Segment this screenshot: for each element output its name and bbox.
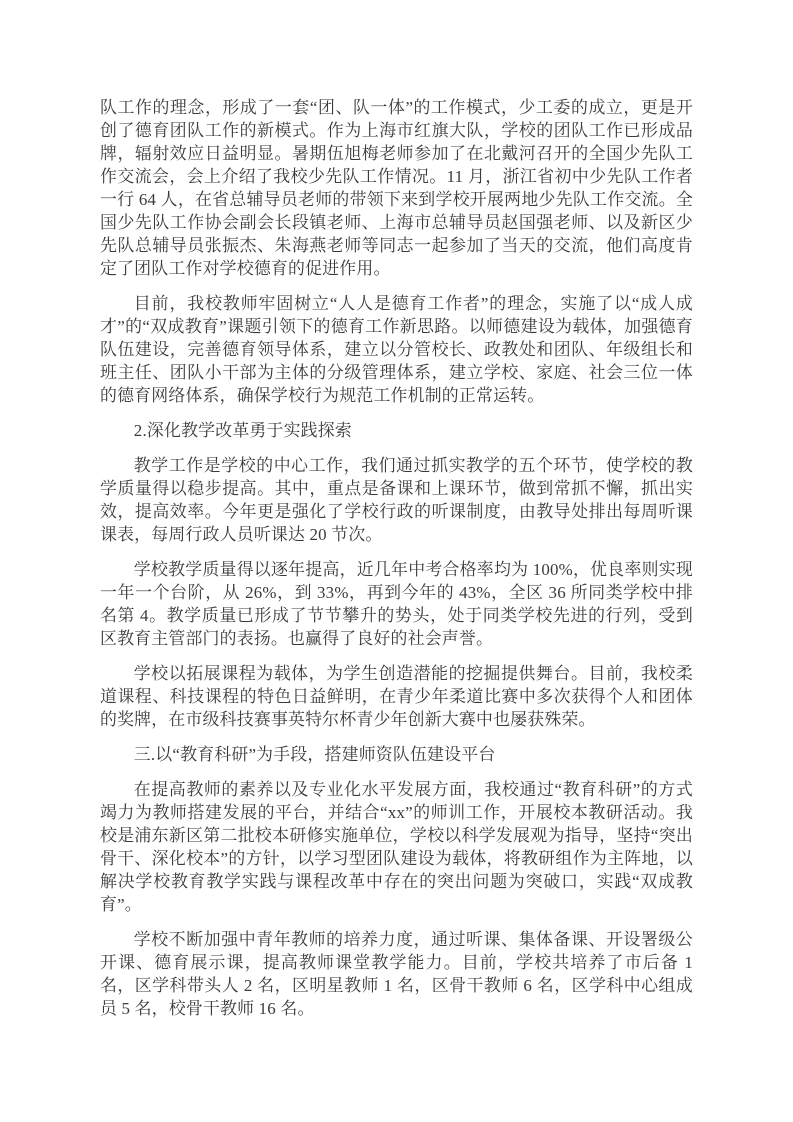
paragraph: 在提高教师的素养以及专业化水平发展方面，我校通过“教育科研”的方式竭力为教师搭建发展的平台，并结合“xx”的师训工作，开展校本教研活动。我校是浦东新区第二批校本研修实施单位，学校以科学发展观为指导，坚持“突出骨干、深化校本”的方针，以学习型团队建设为载体，将教研组作为主阵地，以解决学校教育教学实践与课程改革中存在的突出问题为突破口，实践“双成教育”。 [100, 780, 693, 914]
section-heading: 三.以“教育科研”为手段，搭建师资队伍建设平台 [133, 745, 496, 764]
section-heading: 2.深化教学改革勇于实践探索 [133, 421, 352, 440]
paragraph: 学校教学质量得以逐年提高，近几年中考合格率均为 100%，优良率则实现一年一个台阶，从 26%，到 33%，再到今年的 43%，全区 36 所同类学校中排名第 4。教学质量已形成了节节攀升的势头，处于同类学校先进的行列，受到区教育主管部门的表扬。也赢得了良好的社会声誉。 [100, 560, 693, 648]
paragraph: 学校以拓展课程为载体，为学生创造潜能的挖掘提供舞台。目前，我校柔道课程、科技课程的特色日益鲜明，在青少年柔道比赛中多次获得个人和团体的奖牌，在市级科技赛事英特尔杯青少年创新大赛中也屡获殊荣。 [100, 664, 693, 729]
paragraph-continuation: 队工作的理念，形成了一套“团、队一体”的工作模式，少工委的成立，更是开创了德育团队工作的新模式。作为上海市红旗大队，学校的团队工作已形成品牌，辐射效应日益明显。暑期伍旭梅老师参加了在北戴河召开的全国少先队工作交流会，会上介绍了我校少先队工作情况。11 月，浙江省初中少先队工作者一行 64 人，在省总辅导员老师的带领下来到学校开展两地少先队工作交流。全国少先队工作协会副会长段镇老师、上海市总辅导员赵国强老师、以及新区少先队总辅导员张振杰、朱海燕老师等同志一起参加了当天的交流，他们高度肯定了团队工作对学校德育的促进作用。 [100, 98, 693, 278]
paragraph: 学校不断加强中青年教师的培养力度，通过听课、集体备课、开设署级公开课、德育展示课，提高教师课堂教学能力。目前，学校共培养了市后备 1 名，区学科带头人 2 名，区明星教师 1 名，区骨干教师 6 名，区学科中心组成员 5 名，校骨干教师 16 名。 [100, 930, 693, 1018]
paragraph: 教学工作是学校的中心工作，我们通过抓实教学的五个环节，使学校的教学质量得以稳步提高。其中，重点是备课和上课环节，做到常抓不懈，抓出实效，提高效率。今年更是强化了学校行政的听课制度，由教导处排出每周听课课表，每周行政人员听课达 20 节次。 [100, 456, 693, 544]
paragraph: 目前，我校教师牢固树立“人人是德育工作者”的理念，实施了以“成人成才”的“双成教育”课题引领下的德育工作新思路。以师德建设为载体，加强德育队伍建设，完善德育领导体系，建立以分管校长、政教处和团队、年级组长和班主任、团队小干部为主体的分级管理体系，建立学校、家庭、社会三位一体的德育网络体系，确保学校行为规范工作机制的正常运转。 [100, 294, 693, 405]
